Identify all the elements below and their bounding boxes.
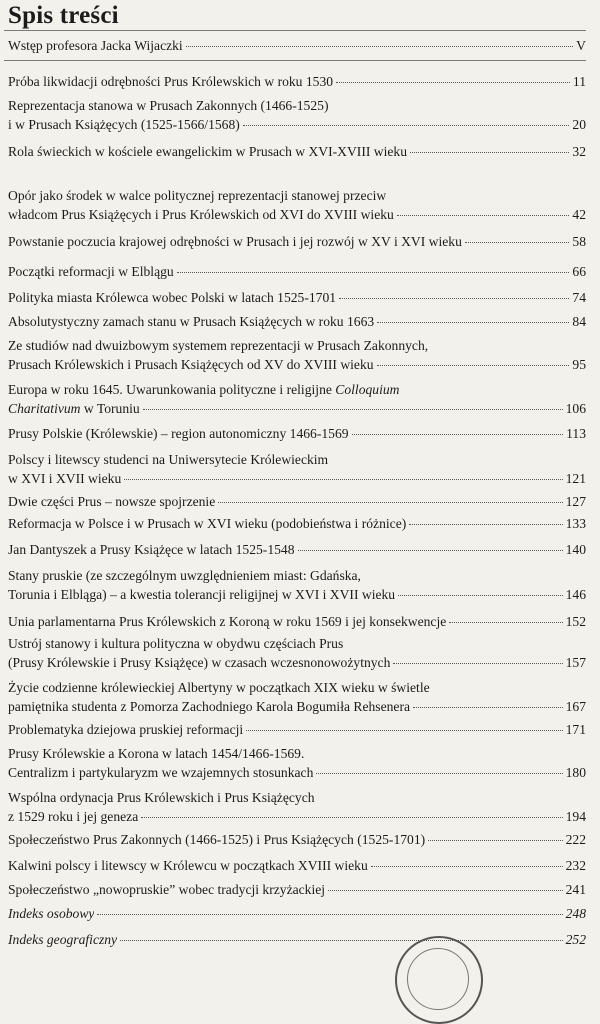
dot-leader (336, 82, 570, 83)
toc-entry[interactable] (8, 678, 586, 716)
dot-leader (243, 125, 570, 126)
dot-leader (339, 298, 569, 299)
toc-entry[interactable] (8, 744, 586, 782)
toc-entry[interactable] (8, 788, 586, 826)
separator-rule (4, 60, 586, 61)
dot-leader (186, 46, 573, 47)
dot-leader (141, 817, 562, 818)
dot-leader (143, 409, 563, 410)
dot-leader (177, 272, 570, 273)
toc-page-number: 74 (572, 290, 586, 305)
toc-entry-title: władcom Prus Książęcych i Prus Królewskich od XVI do XVIII wieku (8, 207, 394, 222)
toc-entry[interactable] (8, 492, 586, 511)
toc-entry-title: i w Prusach Książęcych (1525-1566/1568) (8, 117, 240, 132)
toc-entry-title: Próba likwidacji odrębności Prus Królewskich w roku 1530 (8, 74, 334, 89)
dot-leader (124, 479, 562, 480)
toc-entry-title: Torunia i Elbląga) – a kwestia tolerancji religijnej w XVI i XVII wieku (8, 587, 396, 602)
toc-entry[interactable] (8, 186, 586, 224)
toc-entry-title: Prusy Polskie (Królewskie) – region autonomiczny 1466-1569 (8, 426, 349, 441)
toc-page-number: 248 (565, 906, 586, 921)
toc-entry-title: Centralizm i partykularyzm we wzajemnych stosunkach (8, 765, 314, 780)
toc-entry[interactable] (8, 514, 586, 533)
toc-entry-title: Powstanie poczucia krajowej odrębności w Prusach i jej rozwój w XV i XVI wieku (8, 234, 462, 249)
toc-entry[interactable] (8, 380, 586, 418)
toc-entry-title: Indeks osobowy (8, 906, 95, 921)
dot-leader (352, 434, 564, 435)
dot-leader (410, 152, 569, 153)
toc-page-number: 127 (565, 494, 586, 509)
toc-page-number: 42 (572, 207, 586, 222)
toc-entry-title: Reformacja w Polsce i w Prusach w XVI wieku (podobieństwa i różnice) (8, 516, 407, 531)
dot-leader (328, 890, 563, 891)
toc-entry-title: z 1529 roku i jej geneza (8, 809, 139, 824)
toc-page-number: 113 (566, 426, 586, 441)
toc-entry[interactable] (8, 336, 586, 374)
toc-entry-title: Dwie części Prus – nowsze spojrzenie (8, 494, 216, 509)
toc-entry[interactable] (8, 450, 586, 488)
toc-page-number: 241 (565, 882, 586, 897)
toc-page-number: 157 (565, 655, 586, 670)
dot-leader (413, 707, 563, 708)
dot-leader (316, 773, 562, 774)
toc-page-number: 66 (572, 264, 586, 279)
toc-page-number: 106 (565, 401, 586, 416)
toc-page-number: 20 (572, 117, 586, 132)
toc-entry[interactable] (8, 856, 586, 875)
dot-leader (397, 215, 570, 216)
dot-leader (409, 524, 562, 525)
toc-page-number: 58 (572, 234, 586, 249)
toc-entry[interactable] (8, 904, 586, 923)
toc-entry[interactable] (8, 262, 586, 281)
dot-leader (377, 365, 570, 366)
dot-leader (377, 322, 569, 323)
toc-entry-title: w XVI i XVII wieku (8, 471, 122, 486)
table-of-contents (8, 0, 586, 950)
toc-entry[interactable] (8, 72, 586, 91)
toc-page-number: 252 (565, 932, 586, 947)
toc-entry[interactable] (8, 232, 586, 251)
toc-page-number: 133 (565, 516, 586, 531)
toc-entry-title: Rola świeckich w kościele ewangelickim w Prusach w XVI-XVIII wieku (8, 144, 408, 159)
toc-entry[interactable] (8, 830, 586, 849)
toc-page-number: 121 (565, 471, 586, 486)
toc-entry-title: Wstęp profesora Jacka Wijaczki (8, 38, 183, 53)
toc-page-number: 84 (572, 314, 586, 329)
toc-entry-title: Reprezentacja stanowa w Prusach Zakonnych (1466-1525) (8, 98, 329, 113)
toc-page-number: 146 (565, 587, 586, 602)
page-title: Spis treści (8, 2, 119, 29)
toc-entry-title: Opór jako środek w walce politycznej reprezentacji stanowej przeciw (8, 188, 387, 203)
toc-entry[interactable] (8, 36, 586, 55)
dot-leader (120, 940, 563, 941)
toc-entry-title: Życie codzienne królewieckiej Albertyny w początkach XIX wieku w świetle (8, 680, 430, 695)
toc-page-number: V (576, 38, 586, 53)
toc-entry[interactable] (8, 880, 586, 899)
toc-entry-title: Prusy Królewskie a Korona w latach 1454/1466-1569. (8, 746, 305, 761)
toc-page-number: 95 (572, 357, 586, 372)
toc-entry-title: Problematyka dziejowa pruskiej reformacji (8, 722, 244, 737)
dot-leader (298, 550, 563, 551)
toc-page-number: 194 (565, 809, 586, 824)
toc-entry-title: Indeks geograficzny (8, 932, 118, 947)
toc-page-number: 232 (565, 858, 586, 873)
toc-entry-title: Absolutystyczny zamach stanu w Prusach Książęcych w roku 1663 (8, 314, 375, 329)
toc-entry[interactable] (8, 288, 586, 307)
dot-leader (393, 663, 562, 664)
toc-entry-title: (Prusy Królewskie i Prusy Książęce) w czasach wczesnonowożytnych (8, 655, 391, 670)
toc-entry-title: Jan Dantyszek a Prusy Książęce w latach 1525-1548 (8, 542, 295, 557)
library-stamp (395, 936, 483, 1024)
toc-entry-title: Unia parlamentarna Prus Królewskich z Koroną w roku 1569 i jej konsekwencje (8, 614, 447, 629)
dot-leader (218, 502, 562, 503)
toc-entry[interactable] (8, 566, 586, 604)
dot-leader (449, 622, 562, 623)
dot-leader (371, 866, 563, 867)
toc-entry-title: Polscy i litewscy studenci na Uniwersytecie Królewieckim (8, 452, 329, 467)
toc-entry[interactable] (8, 540, 586, 559)
toc-page-number: 140 (565, 542, 586, 557)
toc-page-number: 11 (572, 74, 586, 89)
toc-entry-title: Polityka miasta Królewca wobec Polski w latach 1525-1701 (8, 290, 337, 305)
toc-entry-title: Europa w roku 1645. Uwarunkowania polityczne i religijne Colloquium (8, 382, 400, 397)
dot-leader (428, 840, 562, 841)
toc-entry-title: Społeczeństwo „nowopruskie” wobec tradycji krzyżackiej (8, 882, 326, 897)
toc-entry-title: Charitativum w Toruniu (8, 401, 140, 416)
toc-entry[interactable] (8, 142, 586, 161)
toc-entry[interactable] (8, 612, 586, 631)
toc-page-number: 167 (565, 699, 586, 714)
toc-entry-title: Prusach Królewskich i Prusach Książęcych od XV do XVIII wieku (8, 357, 374, 372)
toc-entry[interactable] (8, 930, 586, 949)
toc-entry[interactable] (8, 634, 586, 672)
toc-page-number: 180 (565, 765, 586, 780)
dot-leader (398, 595, 563, 596)
toc-entry-title: Początki reformacji w Elblągu (8, 264, 174, 279)
toc-entry[interactable] (8, 720, 586, 739)
toc-entry[interactable] (8, 96, 586, 134)
toc-entry[interactable] (8, 312, 586, 331)
separator-rule (4, 30, 586, 31)
toc-entry-title: pamiętnika studenta z Pomorza Zachodniego Karola Bogumiła Rehsenera (8, 699, 411, 714)
toc-page-number: 171 (565, 722, 586, 737)
toc-entry-title: Wspólna ordynacja Prus Królewskich i Prus Książęcych (8, 790, 315, 805)
toc-entry-title: Kalwini polscy i litewscy w Królewcu w początkach XVIII wieku (8, 858, 368, 873)
toc-page-number: 222 (565, 832, 586, 847)
dot-leader (97, 914, 562, 915)
toc-entry-title: Stany pruskie (ze szczególnym uwzględnieniem miast: Gdańska, (8, 568, 361, 583)
toc-entry-title: Społeczeństwo Prus Zakonnych (1466-1525) i Prus Książęcych (1525-1701) (8, 832, 426, 847)
dot-leader (465, 242, 570, 243)
toc-page-number: 32 (572, 144, 586, 159)
toc-page-number: 152 (565, 614, 586, 629)
dot-leader (246, 730, 562, 731)
toc-entry-title: Ze studiów nad dwuizbowym systemem reprezentacji w Prusach Zakonnych, (8, 338, 429, 353)
toc-entry[interactable] (8, 424, 586, 443)
toc-entry-title: Ustrój stanowy i kultura polityczna w obydwu częściach Prus (8, 636, 344, 651)
